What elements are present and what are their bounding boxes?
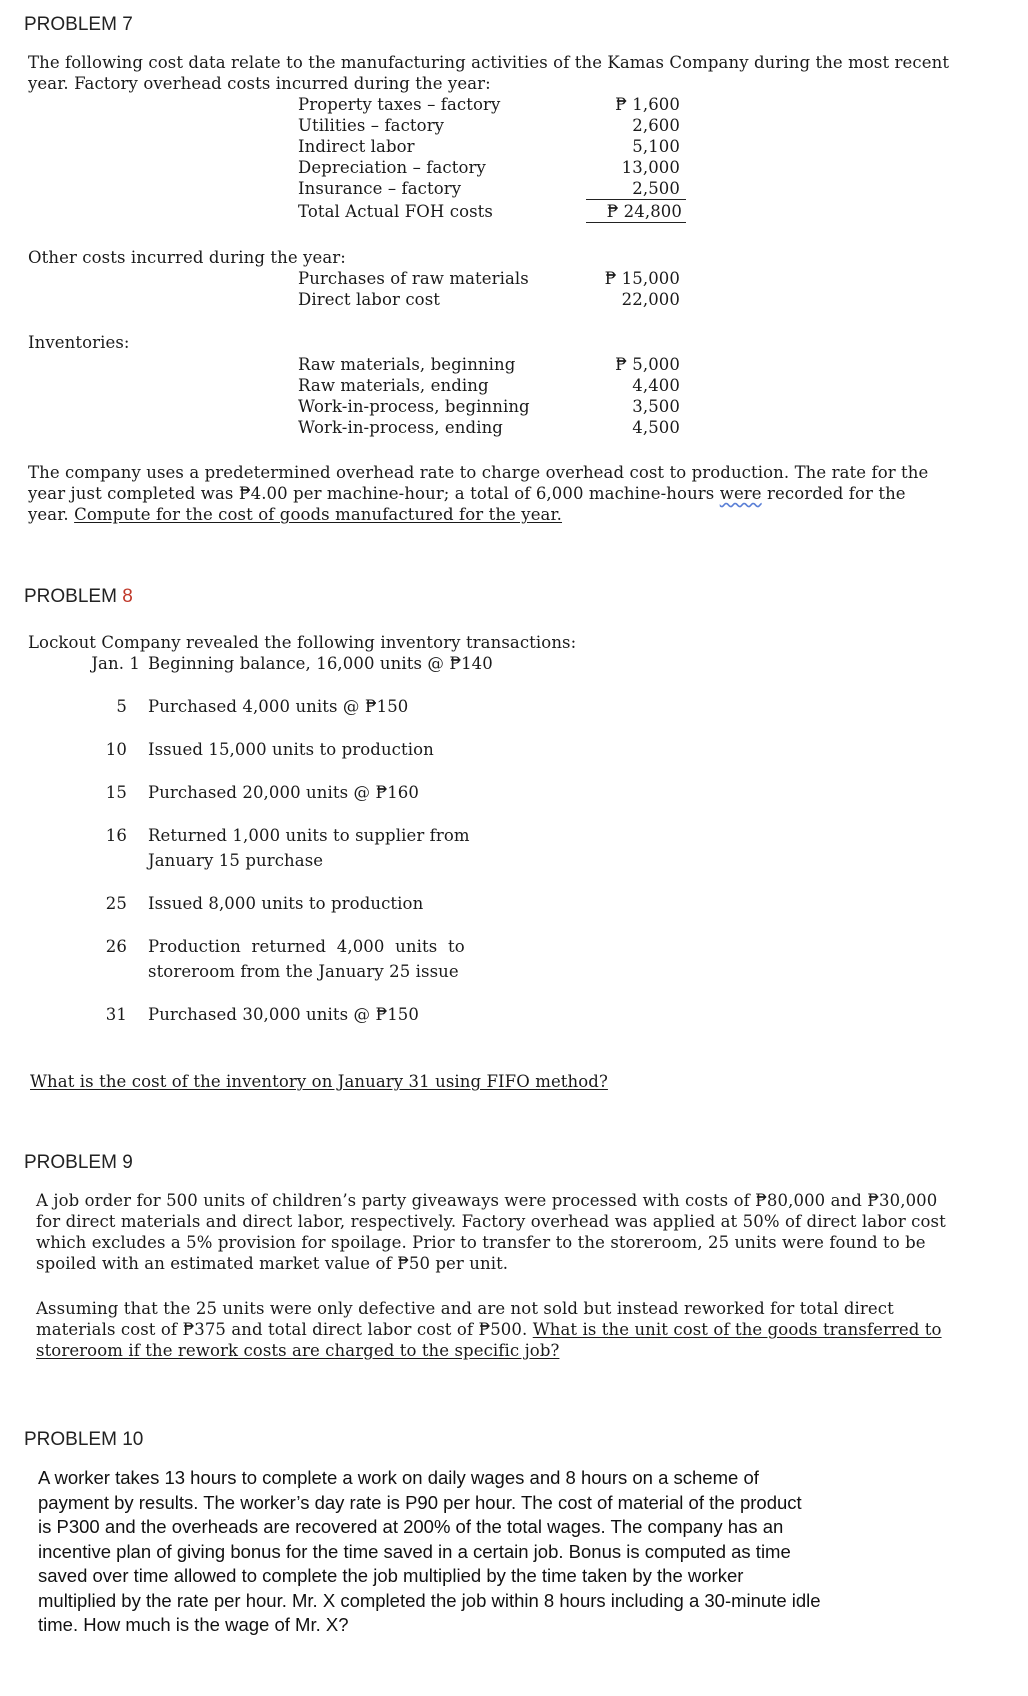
problem-9-heading: PROBLEM 9 xyxy=(24,1152,133,1173)
txn-text: Purchased 20,000 units @ ₱160 xyxy=(148,783,420,802)
p9-para2-line2 xyxy=(36,1319,994,1340)
foh-item-label: Depreciation – factory xyxy=(298,158,486,177)
txn-day: 10 xyxy=(105,740,127,759)
p9-para1-line: for direct materials and direct labor, respectively. Factory overhead was applied at 50% of direct labor cost xyxy=(36,1212,946,1231)
txn-text: Production returned 4,000 units to xyxy=(148,937,465,956)
txn-day: 31 xyxy=(105,1005,127,1024)
foh-subtotal-rule xyxy=(586,199,686,200)
inventory-item-value: 3,500 xyxy=(632,397,680,416)
foh-item-label: Property taxes – factory xyxy=(298,95,501,114)
inventory-item-label: Work-in-process, beginning xyxy=(298,397,530,416)
foh-item-value: 2,600 xyxy=(632,116,680,135)
p9-para1-line: spoiled with an estimated market value of ₱50 per unit. xyxy=(36,1254,509,1273)
p7-other-heading: Other costs incurred during the year: xyxy=(28,248,346,267)
p7-rate-line2-a: year just completed was ₱4.00 per machine-hour; a total of 6,000 machine-hours xyxy=(28,484,715,503)
p9-para1-line: which excludes a 5% provision for spoilage. Prior to transfer to the storeroom, 25 units were found to be xyxy=(36,1233,926,1252)
txn-day: 5 xyxy=(116,697,127,716)
p7-rate-line2-b: were xyxy=(719,484,762,503)
foh-item-label: Utilities – factory xyxy=(298,116,445,135)
p7-inventories-heading: Inventories: xyxy=(28,333,130,352)
other-item-label: Purchases of raw materials xyxy=(298,269,529,288)
p10-line: A worker takes 13 hours to complete a work on daily wages and 8 hours on a scheme of xyxy=(38,1467,759,1488)
txn-text: Purchased 30,000 units @ ₱150 xyxy=(148,1005,420,1024)
txn-text: Issued 8,000 units to production xyxy=(148,894,424,913)
p9-paragraph-1 xyxy=(36,1190,994,1274)
p10-line: payment by results. The worker’s day rate is P90 per hour. The cost of material of the product xyxy=(38,1491,802,1513)
other-item-label: Direct labor cost xyxy=(298,290,440,309)
txn-day: 25 xyxy=(105,894,127,913)
txn-day: 15 xyxy=(105,783,127,802)
txn-text-cont: storeroom from the January 25 issue xyxy=(148,962,459,981)
foh-item-label: Insurance – factory xyxy=(298,179,462,198)
foh-item-value: 2,500 xyxy=(632,179,680,198)
p9-question-part2: storeroom if the rework costs are charged to the specific job? xyxy=(36,1341,560,1360)
problem-8-heading xyxy=(24,586,133,608)
txn-day: 26 xyxy=(105,937,127,956)
foh-item-value: ₱ 1,600 xyxy=(615,95,680,114)
foh-item-value: 5,100 xyxy=(632,137,680,156)
txn-day: Jan. 1 xyxy=(91,654,140,673)
txn-text: Returned 1,000 units to supplier from xyxy=(148,826,470,845)
problem-8-heading-num: 8 xyxy=(122,586,133,607)
other-item-value: ₱ 15,000 xyxy=(604,269,680,288)
p9-question-part1: What is the unit cost of the goods transferred to xyxy=(532,1320,942,1339)
p7-rate-line3-a: year. xyxy=(28,505,69,524)
p10-line: time. How much is the wage of Mr. X? xyxy=(38,1614,349,1635)
inventory-item-label: Raw materials, beginning xyxy=(298,355,516,374)
inventory-item-value: 4,500 xyxy=(632,418,680,437)
p9-para2-line2-a: materials cost of ₱375 and total direct labor cost of ₱500. xyxy=(36,1320,528,1339)
foh-item-label: Indirect labor xyxy=(298,137,415,156)
p10-line: multiplied by the rate per hour. Mr. X completed the job within 8 hours including a 30-minute idle xyxy=(38,1589,821,1611)
p10-paragraph xyxy=(38,1466,998,1638)
p7-intro-line1: The following cost data relate to the manufacturing activities of the Kamas Company during the most recent xyxy=(28,53,950,72)
p10-line: is P300 and the overheads are recovered at 200% of the total wages. The company has an xyxy=(38,1516,784,1537)
p7-rate-line1: The company uses a predetermined overhead rate to charge overhead cost to production. The rate for the xyxy=(28,463,929,482)
p7-rate-line2 xyxy=(28,483,906,504)
p7-rate-line2-c: recorded for the xyxy=(767,484,906,503)
problem-10-heading: PROBLEM 10 xyxy=(24,1429,144,1450)
foh-item-value: 13,000 xyxy=(621,158,680,177)
p10-line: incentive plan of giving bonus for the time saved in a certain job. Bonus is computed as time xyxy=(38,1540,791,1562)
txn-text: Purchased 4,000 units @ ₱150 xyxy=(148,697,409,716)
inventory-item-value: ₱ 5,000 xyxy=(615,355,680,374)
other-item-value: 22,000 xyxy=(621,290,680,309)
problem-7-heading: PROBLEM 7 xyxy=(24,14,133,35)
p7-question: Compute for the cost of goods manufactured for the year. xyxy=(74,505,563,524)
foh-total-label: Total Actual FOH costs xyxy=(298,202,493,221)
txn-text: Issued 15,000 units to production xyxy=(148,740,434,759)
foh-total-value: ₱ 24,800 xyxy=(586,201,686,223)
p8-intro: Lockout Company revealed the following inventory transactions: xyxy=(28,633,577,652)
p7-intro-line2: year. Factory overhead costs incurred during the year: xyxy=(28,74,491,93)
inventory-item-value: 4,400 xyxy=(632,376,680,395)
p7-rate-line3 xyxy=(28,504,562,525)
inventory-item-label: Work-in-process, ending xyxy=(298,418,503,437)
txn-text: Beginning balance, 16,000 units @ ₱140 xyxy=(148,654,493,673)
inventory-item-label: Raw materials, ending xyxy=(298,376,489,395)
txn-day: 16 xyxy=(105,826,127,845)
p9-paragraph-2 xyxy=(36,1298,994,1361)
txn-text-cont: January 15 purchase xyxy=(148,851,324,870)
p9-para1-line: A job order for 500 units of children’s party giveaways were processed with costs of ₱80,000 and ₱30,000 xyxy=(36,1191,938,1210)
p8-question: What is the cost of the inventory on January 31 using FIFO method? xyxy=(30,1072,608,1091)
problem-8-heading-word: PROBLEM xyxy=(24,586,117,607)
p9-para2-line1: Assuming that the 25 units were only defective and are not sold but instead reworked for total direct xyxy=(36,1299,894,1318)
p10-line: saved over time allowed to complete the job multiplied by the time taken by the worker xyxy=(38,1565,744,1586)
